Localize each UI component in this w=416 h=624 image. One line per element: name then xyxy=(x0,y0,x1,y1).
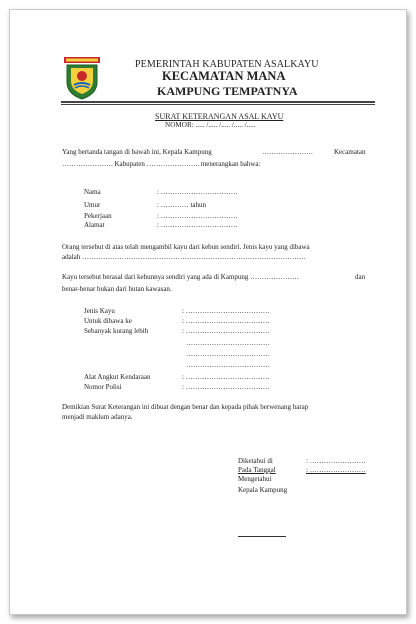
intro-line-1-left: Yang bertanda tangan di bawah ini, Kepala Kampung xyxy=(62,148,212,156)
person-address-label: Alamat xyxy=(84,221,105,229)
vehicle-label: Alat Angkut Kendaraan xyxy=(84,373,151,381)
header-district: KECAMATAN MANA xyxy=(162,69,286,83)
regency-emblem-icon xyxy=(62,56,102,100)
quantity-label: Sebanyak kurang lebih xyxy=(84,327,149,335)
quantity-value: : ……………………………… xyxy=(182,327,270,335)
header-government: PEMERINTAH KABUPATEN ASALKAYU xyxy=(135,59,319,70)
person-job-label: Pekerjaan xyxy=(84,212,112,220)
header-village: KAMPUNG TEMPATNYA xyxy=(157,84,298,98)
person-name-value: : …………………………… xyxy=(157,188,238,196)
plate-number-value: : ……………………………… xyxy=(182,383,270,391)
acknowledged-label: Mengetahui xyxy=(238,475,272,483)
document-page xyxy=(9,9,407,615)
intro-line-1-right: Kecamatan xyxy=(334,148,366,156)
closing-line-2: menjadi maklum adanya. xyxy=(62,413,133,421)
quantity-extra-3: ……………………………… xyxy=(186,361,270,369)
village-head-title: Kepala Kampung xyxy=(238,486,288,494)
signature-line xyxy=(238,536,286,537)
person-age-value: : ………… tahun xyxy=(157,201,206,209)
date-label: Pada Tanggal xyxy=(238,466,276,474)
date-value: : …………………… xyxy=(306,466,366,474)
document-title: SURAT KETERANGAN ASAL KAYU xyxy=(155,112,284,121)
person-job-value: : …………………………… xyxy=(157,212,238,220)
closing-line-1: Demikian Surat Keterangan ini dibuat dengan benar dan kepada pihak berwenang harap xyxy=(62,403,309,411)
header-divider-thick xyxy=(61,101,375,103)
origin-line-1-left: Kayu tersebut berasal dari kebunnya sendiri yang ada di Kampung ………………… xyxy=(62,273,300,281)
person-age-label: Umur xyxy=(84,201,101,209)
wood-type-value: : ……………………………… xyxy=(182,307,270,315)
header-divider-thin xyxy=(61,104,375,105)
known-at-label: Diketahui di xyxy=(238,457,273,465)
vehicle-value: : ……………………………… xyxy=(182,373,270,381)
document-number: NOMOR: ..... /..... /..... /..... /..... xyxy=(165,121,256,129)
known-at-value: : …………………… xyxy=(306,457,366,465)
wood-source-line-2: adalah …………………………………………………………………………………… xyxy=(62,253,307,261)
quantity-extra-2: ……………………………… xyxy=(186,350,270,358)
destination-value: : ……………………………… xyxy=(182,317,270,325)
plate-number-label: Nomor Polisi xyxy=(84,383,122,391)
destination-label: Untuk dibawa ke xyxy=(84,317,132,325)
wood-source-line-1: Orang tersebut di atas telah mengambil kayu dari kebun sendiri. Jenis kayu yang dibawa xyxy=(62,243,310,251)
quantity-extra-1: ……………………………… xyxy=(186,339,270,347)
intro-line-1-dots: …………………. xyxy=(262,148,313,156)
origin-line-2: benar-benar bukan dari hutan kawasan. xyxy=(62,285,172,293)
person-name-label: Nama xyxy=(84,188,101,196)
wood-type-label: Jenis Kayu xyxy=(84,307,115,315)
person-address-value: : …………………………… xyxy=(157,221,238,229)
intro-line-2: …………………. Kabupaten ………………….. menerangkan bahwa: xyxy=(62,160,261,168)
origin-line-1-right: dan xyxy=(355,273,366,281)
